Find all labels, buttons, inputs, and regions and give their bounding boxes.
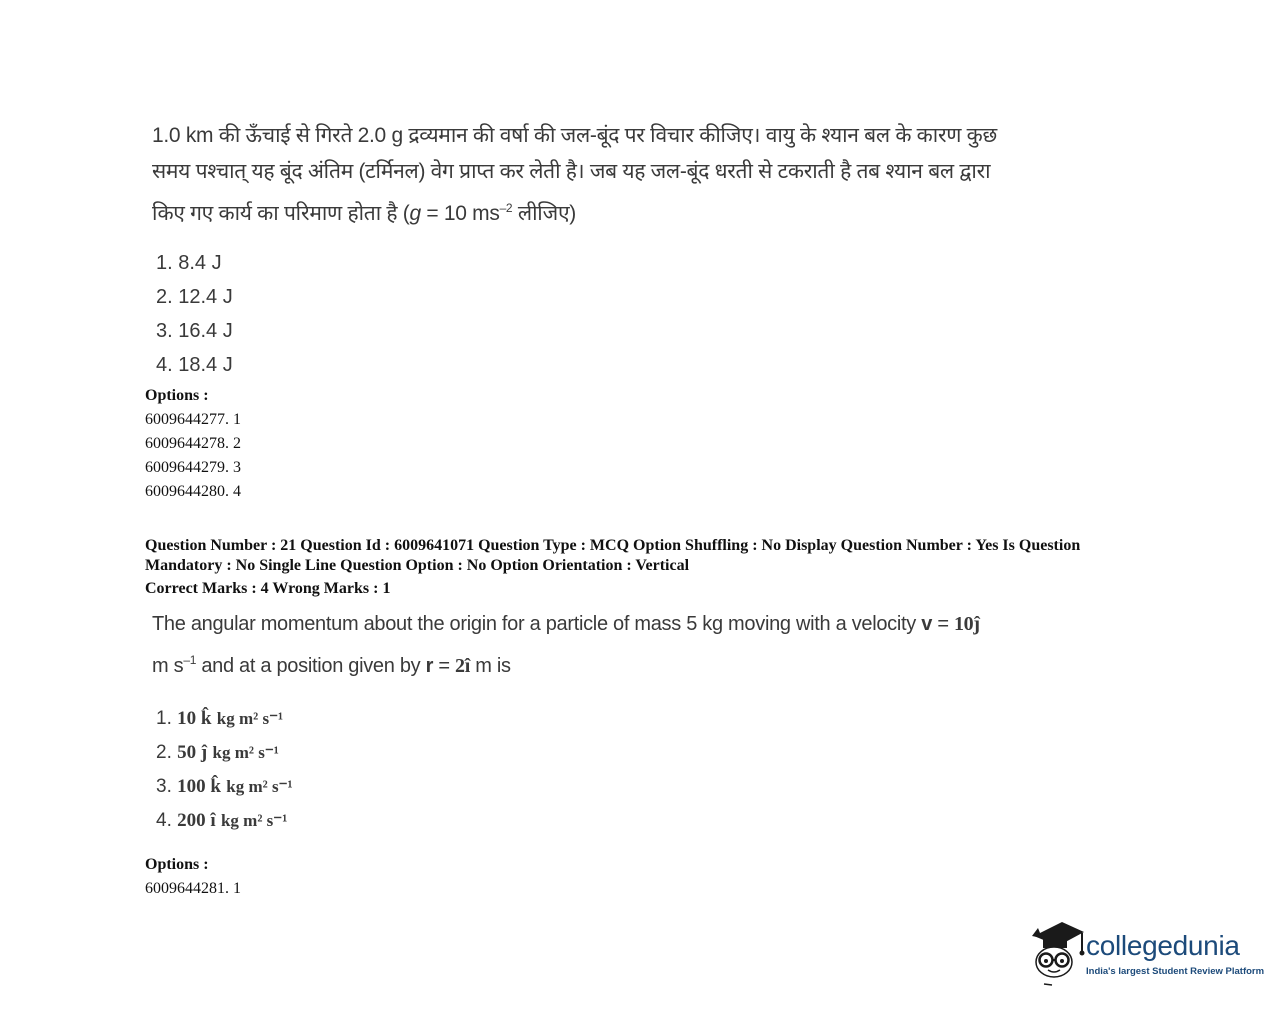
choice-value: 200 î — [177, 810, 216, 831]
question-20-line-3 — [152, 190, 997, 232]
exponent: –2 — [499, 201, 513, 215]
question-20-text — [152, 118, 997, 232]
question-21-line-1 — [152, 606, 980, 642]
logo-wordmark: collegedunia — [1086, 930, 1240, 961]
choice-number: 4. — [156, 810, 172, 831]
question-21-text — [152, 606, 980, 684]
option-id: 6009644278. 2 — [145, 435, 241, 452]
line-3-middle: = 10 ms — [420, 202, 500, 225]
choice-item — [156, 770, 293, 804]
choice-number: 2. — [156, 742, 172, 763]
choice-number: 3. — [156, 776, 172, 797]
choice-value: 10 k̂ — [177, 708, 212, 729]
equals-sign: = — [433, 655, 456, 677]
choice-item: 1. 8.4 J — [156, 252, 222, 274]
option-id: 6009644280. 4 — [145, 483, 241, 500]
question-20-line-2: समय पश्चात् यह बूंद अंतिम (टर्मिनल) वेग प्राप्त कर लेती है। जब यह जल-बूंद धरती से टकराती है तब श्यान बल द्वारा — [152, 160, 991, 183]
equals-sign: = — [932, 613, 954, 635]
question-20-line-1: 1.0 km की ऊँचाई से गिरते 2.0 g द्रव्यमान की वर्षा की जल-बूंद पर विचार कीजिए। वायु के श्यान बल के कारण कुछ — [152, 124, 997, 147]
options-label: Options : — [145, 387, 209, 404]
line-2-unit: m s — [152, 655, 184, 677]
question-21-line-2 — [152, 642, 980, 684]
question-21-choices — [156, 702, 293, 838]
vector-r: r — [425, 655, 434, 677]
choice-item: 4. 18.4 J — [156, 354, 233, 376]
options-label: Options : — [145, 856, 209, 873]
choice-unit: kg m² s⁻¹ — [216, 709, 284, 728]
question-21-marks: Correct Marks : 4 Wrong Marks : 1 — [145, 580, 391, 597]
question-20-choices — [156, 246, 233, 382]
exponent: –1 — [183, 653, 197, 667]
line-3-suffix: लीजिए) — [512, 202, 576, 225]
choice-unit: kg m² s⁻¹ — [226, 777, 293, 796]
line-2-suffix: m is — [469, 655, 511, 677]
choice-item — [156, 736, 293, 770]
collegedunia-logo — [1024, 916, 1264, 988]
choice-item: 2. 12.4 J — [156, 286, 233, 308]
line-1-text: The angular momentum about the origin for a particle of mass 5 kg moving with a velocity — [152, 613, 922, 635]
symbol-g: g — [409, 202, 421, 225]
mascot-icon — [1024, 916, 1086, 988]
position-value: 2î — [455, 655, 470, 677]
logo-tagline: India's largest Student Review Platform — [1086, 966, 1265, 977]
line-2-text: and at a position given by — [196, 655, 426, 677]
choice-value: 50 ĵ — [177, 742, 208, 763]
question-21-options — [145, 853, 241, 901]
choice-item — [156, 804, 293, 838]
question-20-options — [145, 384, 241, 504]
line-3-prefix: किए गए कार्य का परिमाण होता है ( — [152, 202, 410, 225]
question-21-header: Question Number : 21 Question Id : 6009641071 Question Type : MCQ Option Shuffling : No Display Question Number : Yes Is Question Mandatory : No Single Line Question Option : No Option Orientation : Vertical — [145, 537, 1081, 574]
option-id: 6009644281. 1 — [145, 880, 241, 897]
velocity-value: 10ĵ — [953, 613, 980, 635]
vector-v: v — [921, 613, 933, 635]
choice-number: 1. — [156, 708, 172, 729]
choice-unit: kg m² s⁻¹ — [212, 743, 279, 762]
choice-item: 3. 16.4 J — [156, 320, 233, 342]
option-id: 6009644279. 3 — [145, 459, 241, 476]
option-id: 6009644277. 1 — [145, 411, 241, 428]
choice-item — [156, 702, 293, 736]
choice-unit: kg m² s⁻¹ — [220, 811, 288, 830]
choice-value: 100 k̂ — [177, 776, 221, 797]
